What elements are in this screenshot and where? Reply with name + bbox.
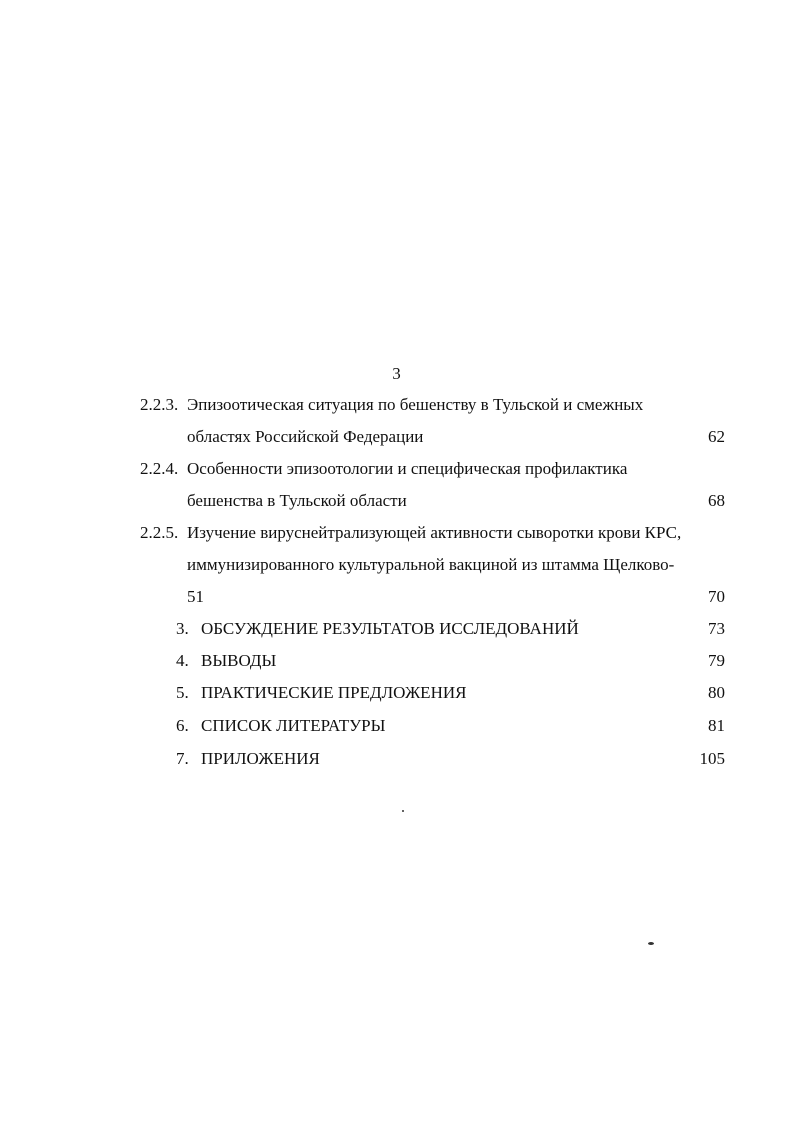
scan-speck [402, 810, 404, 812]
scan-speck [648, 942, 654, 945]
toc-entry-title: ОБСУЖДЕНИЕ РЕЗУЛЬТАТОВ ИССЛЕДОВАНИЙ [201, 619, 579, 638]
toc-entry-number: 2.2.5. [140, 523, 179, 542]
toc-entry-page: 80 [708, 683, 725, 702]
toc-entry-number: 5. [176, 683, 189, 702]
toc-entry-page: 79 [708, 651, 725, 670]
toc-entry-title-line: Особенности эпизоотологии и специфическая профилактика [187, 459, 628, 478]
toc-entry-title-line: Изучение вируснейтрализующей активности сыворотки крови КРС, [187, 523, 682, 542]
toc-entry-title: ПРАКТИЧЕСКИЕ ПРЕДЛОЖЕНИЯ [201, 683, 467, 702]
page-number: 3 [392, 364, 401, 383]
toc-entry-title-line: 51 [187, 587, 204, 606]
toc-entry-number: 3. [176, 619, 189, 638]
toc-entry-number: 2.2.4. [140, 459, 179, 478]
toc-entry-title: ВЫВОДЫ [201, 651, 277, 670]
toc-entry-page: 81 [708, 716, 725, 735]
toc-entry-page: 62 [708, 427, 725, 446]
toc-entry-title: СПИСОК ЛИТЕРАТУРЫ [201, 716, 386, 735]
toc-entry-page: 70 [708, 587, 725, 606]
toc-entry-number: 6. [176, 716, 189, 735]
toc-entry-number: 2.2.3. [140, 395, 179, 414]
toc-entry-title-line: иммунизированного культуральной вакциной из штамма Щелково- [187, 555, 675, 574]
toc-entry-title-line: бешенства в Тульской области [187, 491, 407, 510]
toc-entry-number: 7. [176, 749, 189, 768]
toc-entry-page: 73 [708, 619, 725, 638]
toc-entry-title-line: областях Российской Федерации [187, 427, 424, 446]
toc-entry-number: 4. [176, 651, 189, 670]
toc-entry-page: 68 [708, 491, 725, 510]
toc-entry-page: 105 [699, 749, 725, 768]
toc-entry-title: ПРИЛОЖЕНИЯ [201, 749, 320, 768]
toc-entry-title-line: Эпизоотическая ситуация по бешенству в Тульской и смежных [187, 395, 644, 414]
